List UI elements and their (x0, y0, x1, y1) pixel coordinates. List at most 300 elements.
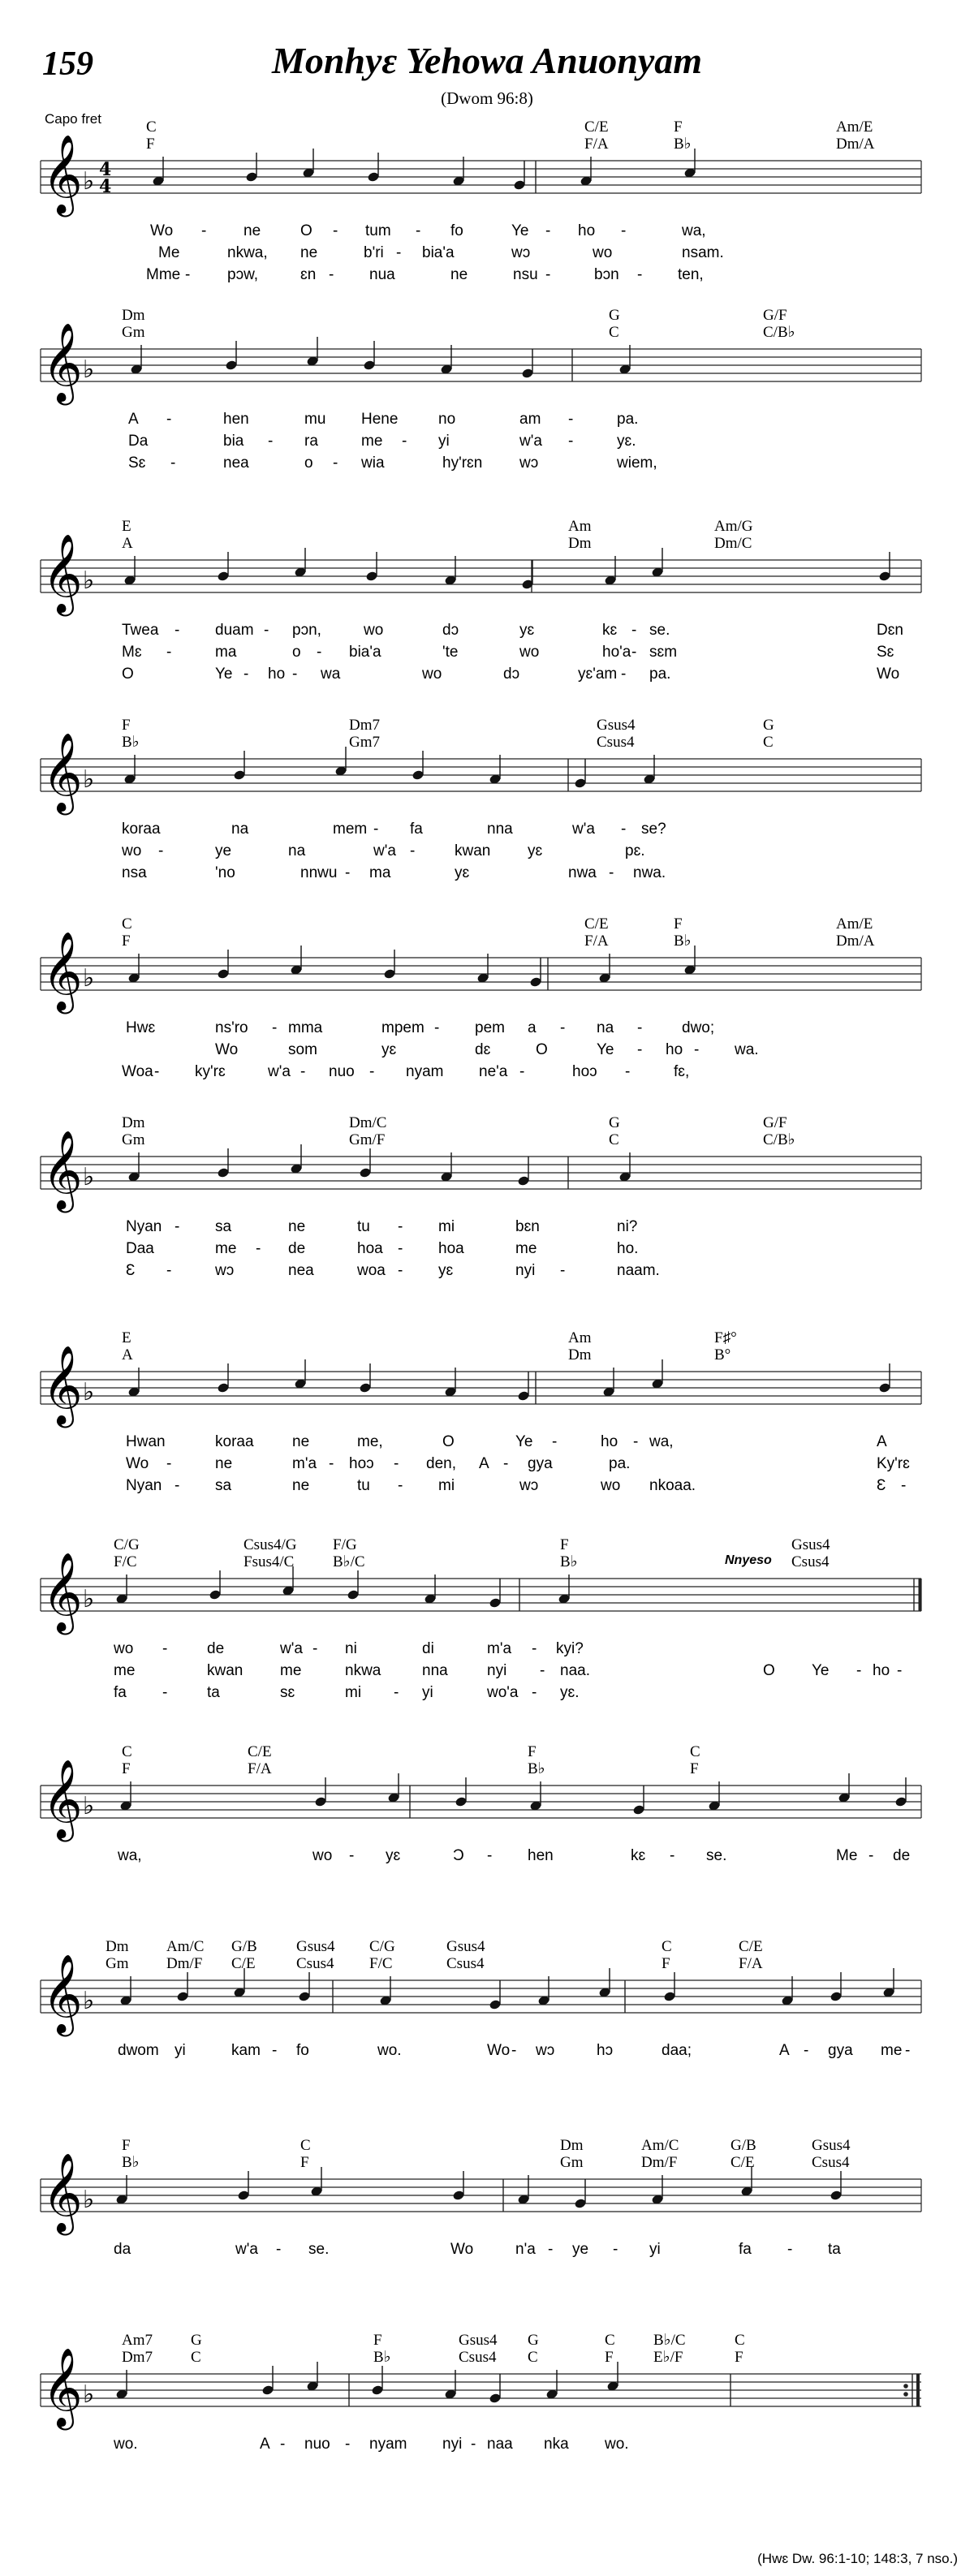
lyric-syllable: me (881, 2042, 903, 2059)
lyric-syllable: dwom (118, 2042, 159, 2059)
treble-clef-icon: 𝄞 (42, 1759, 83, 1838)
footer-reference: (Hwɛ Dw. 96:1-10; 148:3, 7 nso.) (757, 2551, 958, 2566)
chord-symbol: C (122, 915, 132, 933)
lyric-syllable: bia'a (422, 244, 455, 261)
lyric-syllable: koraa (122, 821, 161, 838)
lyric-syllable: yɛ. (617, 433, 636, 450)
chord-symbol-alt: B♭ (674, 136, 692, 153)
staff (41, 1552, 921, 1635)
lyric-syllable: kɛ (631, 1847, 646, 1864)
chord-symbol: F (674, 118, 683, 136)
syllable-hyphen: - (621, 222, 627, 239)
lyric-syllable: wa. (735, 1041, 759, 1058)
lyric-syllable: na (288, 842, 306, 859)
lyric-syllable: ɛn (300, 266, 317, 283)
staff (41, 1345, 921, 1428)
capo-label: Capo fret (45, 111, 101, 127)
syllable-hyphen: - (670, 1847, 675, 1864)
syllable-hyphen: - (175, 622, 180, 639)
syllable-hyphen: - (548, 2241, 554, 2258)
syllable-hyphen: - (272, 1019, 278, 1036)
lyric-syllable: ni (345, 1640, 357, 1657)
notes (123, 548, 891, 590)
syllable-hyphen: - (398, 1262, 403, 1279)
syllable-hyphen: - (560, 1019, 566, 1036)
chord-symbol-alt: B♭ (560, 1553, 578, 1570)
syllable-hyphen: - (511, 2042, 517, 2059)
lyric-syllable: yɛ (519, 622, 535, 639)
chord-symbol-alt: Fsus4/C (244, 1553, 295, 1570)
lyric-syllable: yɛ'am (578, 666, 618, 683)
lyric-syllable: pɔn, (292, 622, 321, 639)
chord-symbol-alt: F/C (114, 1553, 137, 1570)
lyric-syllable: mi (438, 1218, 455, 1235)
lyric-syllable: ne (244, 222, 261, 239)
syllable-hyphen: - (333, 222, 338, 239)
lyric-syllable: wɔ (519, 1477, 539, 1494)
chord-symbol: F (528, 1743, 537, 1760)
lyric-syllable: ho (873, 1662, 890, 1679)
syllable-hyphen: - (264, 622, 269, 639)
lyric-syllable: Hwan (126, 1433, 166, 1450)
chord-symbol: F (122, 717, 131, 734)
nnyeso-marking: Nnyeso (725, 1553, 772, 1567)
time-signature-top: 4 (99, 159, 112, 180)
syllable-hyphen: - (568, 411, 574, 428)
lyric-syllable: hɔ (597, 2042, 614, 2059)
treble-clef-icon: 𝄞 (42, 1954, 83, 2033)
chord-symbol-alt: Dm/F (641, 2154, 678, 2171)
syllable-hyphen: - (175, 1477, 180, 1494)
key-signature-flat-icon: ♭ (83, 2380, 95, 2409)
chord-symbol: Dm (122, 307, 145, 324)
lyric-syllable: ne (292, 1433, 310, 1450)
lyric-syllable: fo (450, 222, 463, 239)
lyric-syllable: Sɛ (877, 644, 894, 661)
syllable-hyphen: - (345, 864, 351, 881)
lyric-syllable: ho (268, 666, 286, 683)
syllable-hyphen: - (329, 1455, 334, 1472)
lyric-syllable: yɛ (381, 1041, 397, 1058)
lyric-syllable: ne (450, 266, 468, 283)
treble-clef-icon: 𝄞 (42, 732, 83, 812)
lyric-syllable: am (519, 411, 541, 428)
chord-symbol-alt: Gm (560, 2154, 584, 2171)
lyric-syllable: wɔ (519, 454, 539, 472)
chord-symbol: C (300, 2137, 311, 2154)
staff (41, 134, 921, 217)
lyric-syllable: hoa (438, 1240, 464, 1257)
syllable-hyphen: - (349, 1847, 355, 1864)
chord-symbol: F♯° (714, 1329, 737, 1346)
lyric-syllable: woa (357, 1262, 386, 1279)
syllable-hyphen: - (272, 2042, 278, 2059)
key-signature-flat-icon: ♭ (83, 964, 95, 993)
chord-symbol: G (609, 1114, 620, 1131)
lyric-syllable: ma (215, 644, 237, 661)
chord-symbol-alt: B° (714, 1346, 731, 1363)
lyric-syllable: wo (364, 622, 384, 639)
key-signature-flat-icon: ♭ (83, 1585, 95, 1613)
lyric-syllable: naam. (617, 1262, 660, 1279)
chord-symbol-alt: Dm/A (836, 136, 875, 153)
lyric-syllable: fa (410, 821, 423, 838)
lyric-syllable: bia (223, 433, 244, 450)
chord-symbol: Am (568, 518, 592, 535)
chord-symbol-alt: C/B♭ (763, 324, 795, 341)
syllable-hyphen: - (276, 2241, 282, 2258)
chord-symbol-alt: F (605, 2349, 614, 2366)
chord-symbol: B♭/C (653, 2332, 686, 2349)
chord-symbol-alt: B♭ (373, 2349, 391, 2366)
lyric-syllable: wia (361, 454, 385, 472)
lyric-syllable: tu (357, 1477, 370, 1494)
lyric-syllable: o (292, 644, 301, 661)
chord-symbol-alt: F (300, 2154, 309, 2171)
lyric-syllable: ne (300, 244, 318, 261)
lyric-syllable: da (114, 2241, 131, 2258)
chord-symbol: Gsus4 (459, 2332, 498, 2349)
system-1 (41, 118, 921, 283)
chord-symbol: Gsus4 (791, 1536, 830, 1553)
syllable-hyphen: - (568, 433, 574, 450)
chord-symbol: G (763, 717, 774, 734)
chord-symbol-alt: Dm7 (122, 2349, 153, 2366)
syllable-hyphen: - (613, 2241, 618, 2258)
key-signature-flat-icon: ♭ (83, 1987, 95, 2015)
lyric-syllable: bɛn (515, 1218, 540, 1235)
syllable-hyphen: - (329, 266, 334, 283)
syllable-hyphen: - (416, 222, 421, 239)
chord-symbol-alt: A (122, 535, 133, 552)
lyric-syllable: ma (369, 864, 391, 881)
hymn-subtitle: (Dwom 96:8) (441, 88, 533, 108)
lyric-syllable: kwan (455, 842, 491, 859)
lyric-syllable: yɛ (438, 1262, 454, 1279)
lyric-syllable: mi (345, 1684, 362, 1701)
syllable-hyphen: - (637, 1019, 643, 1036)
system-8 (41, 1536, 921, 1701)
lyric-syllable: tu (357, 1218, 370, 1235)
lyric-syllable: yɛ (455, 864, 470, 881)
chord-symbol: C/G (369, 1938, 395, 1955)
lyric-syllable: n'a (515, 2241, 536, 2258)
staff (41, 732, 921, 815)
key-signature-flat-icon: ♭ (83, 1163, 95, 1191)
key-signature-flat-icon: ♭ (83, 566, 95, 595)
system-5 (41, 915, 921, 1080)
lyric-syllable: wo (519, 644, 540, 661)
lyric-syllable: duam (215, 622, 254, 639)
lyric-syllable: m'a (487, 1640, 512, 1657)
syllable-hyphen: - (373, 821, 379, 838)
lyric-syllable: pem (475, 1019, 505, 1036)
notes (127, 1359, 891, 1402)
lyric-syllable: wɔ (215, 1262, 235, 1279)
syllable-hyphen: - (532, 1640, 537, 1657)
lyric-syllable: kɛ (602, 622, 618, 639)
syllable-hyphen: - (625, 1063, 631, 1080)
chord-symbol: F (674, 915, 683, 933)
lyric-syllable: Nyan (126, 1477, 162, 1494)
lyric-syllable: wiem, (617, 454, 657, 472)
chord-symbol-alt: C/E (231, 1955, 256, 1972)
chord-symbol: C (690, 1743, 700, 1760)
notes (115, 2167, 843, 2209)
lyric-syllable: wo (312, 1847, 333, 1864)
chord-symbol: F/G (333, 1536, 357, 1553)
syllable-hyphen: - (244, 666, 249, 683)
chord-symbol-alt: F/A (248, 1760, 272, 1777)
chord-symbol: C/E (248, 1743, 272, 1760)
chord-symbol-alt: Csus4 (812, 2154, 850, 2171)
chord-symbol-alt: F/C (369, 1955, 393, 1972)
syllable-hyphen: - (545, 266, 551, 283)
lyric-syllable: O (763, 1662, 775, 1679)
chord-symbol-alt: Dm (568, 1346, 592, 1363)
lyric-syllable: mpem (381, 1019, 425, 1036)
lyric-syllable: nyi (487, 1662, 507, 1679)
lyric-syllable: b'ri (364, 244, 384, 261)
repeat-dot (903, 2392, 908, 2397)
syllable-hyphen: - (487, 1847, 493, 1864)
lyric-syllable: me, (357, 1433, 383, 1450)
syllable-hyphen: - (540, 1662, 545, 1679)
lyric-syllable: w'a (280, 1640, 303, 1657)
treble-clef-icon: 𝄞 (42, 931, 83, 1010)
syllable-hyphen: - (503, 1455, 509, 1472)
lyric-syllable: yi (438, 433, 450, 450)
syllable-hyphen: - (398, 1240, 403, 1257)
lyric-syllable: me (361, 433, 383, 450)
lyric-syllable: gya (528, 1455, 553, 1472)
chord-symbol: Am/C (166, 1938, 205, 1955)
lyric-syllable: ye (215, 842, 232, 859)
lyric-syllable: ho. (617, 1240, 639, 1257)
key-signature-flat-icon: ♭ (83, 2186, 95, 2214)
syllable-hyphen: - (256, 1240, 261, 1257)
chord-symbol-alt: Dm/A (836, 933, 875, 950)
lyric-syllable: nua (369, 266, 395, 283)
lyric-syllable: 'no (215, 864, 235, 881)
lyric-syllable: wo (422, 666, 442, 683)
lyric-syllable: Woa (122, 1063, 153, 1080)
lyric-syllable: pa. (609, 1455, 631, 1472)
lyric-syllable: yɛ. (560, 1684, 580, 1701)
staff (41, 1759, 921, 1842)
music-systems (41, 118, 921, 2453)
chord-symbol-alt: Dm/F (166, 1955, 203, 1972)
chord-symbol: F (122, 2137, 131, 2154)
syllable-hyphen: - (402, 433, 407, 450)
lyric-syllable: mi (438, 1477, 455, 1494)
chord-symbol-alt: Csus4 (296, 1955, 334, 1972)
syllable-hyphen: - (631, 622, 637, 639)
chord-symbol-alt: Gm (122, 1131, 145, 1148)
chord-symbol: C (146, 118, 157, 136)
syllable-hyphen: - (471, 2436, 476, 2453)
time-signature-bottom: 4 (99, 176, 112, 197)
chord-symbol: C/E (739, 1938, 763, 1955)
lyric-syllable: wa, (682, 222, 706, 239)
chord-symbol-alt: C/B♭ (763, 1131, 795, 1148)
chord-symbol-alt: C/E (730, 2154, 755, 2171)
chord-symbol-alt: Csus4 (446, 1955, 485, 1972)
lyric-syllable: ky'rɛ (195, 1063, 226, 1080)
lyric-syllable: fa (739, 2241, 752, 2258)
lyric-syllable: Mɛ (122, 644, 142, 661)
lyric-syllable: kam (231, 2042, 261, 2059)
syllable-hyphen: - (621, 666, 627, 683)
syllable-hyphen: - (398, 1218, 403, 1235)
chord-symbol: Dm (122, 1114, 145, 1131)
syllable-hyphen: - (637, 1041, 643, 1058)
lyric-syllable: Me (158, 244, 180, 261)
lyric-syllable: Ky'rɛ (877, 1455, 910, 1472)
lyric-syllable: Ɛ (126, 1262, 136, 1279)
lyric-syllable: mem (333, 821, 368, 838)
lyric-syllable: wo (122, 842, 142, 859)
lyric-syllable: daa; (662, 2042, 692, 2059)
lyric-syllable: hy'rɛn (442, 454, 483, 472)
notes (130, 337, 631, 379)
lyric-syllable: O (300, 222, 312, 239)
chord-symbol-alt: F (122, 933, 131, 950)
system-9 (41, 1743, 921, 1864)
chord-symbol: G (528, 2332, 539, 2349)
lyric-syllable: ta (207, 1684, 220, 1701)
lyric-syllable: hoɔ (572, 1063, 597, 1080)
syllable-hyphen: - (394, 1684, 399, 1701)
lyric-syllable: hen (223, 411, 249, 428)
chord-symbol: Csus4/G (244, 1536, 297, 1553)
lyric-syllable: di (422, 1640, 434, 1657)
treble-clef-icon: 𝄞 (42, 2152, 83, 2232)
lyric-syllable: nkwa (345, 1662, 381, 1679)
lyric-syllable: Mme (146, 266, 181, 283)
syllable-hyphen: - (268, 433, 274, 450)
lyric-syllable: nea (288, 1262, 314, 1279)
lyric-syllable: a (528, 1019, 537, 1036)
lyric-syllable: ne (288, 1218, 306, 1235)
chord-symbol: C (662, 1938, 672, 1955)
lyric-syllable: dɔ (503, 666, 520, 683)
lyric-syllable: kwan (207, 1662, 244, 1679)
chord-symbol-alt: Gm7 (349, 734, 380, 751)
chord-symbol: Am/C (641, 2137, 679, 2154)
lyric-syllable: de (893, 1847, 911, 1864)
chord-symbol: Dm/C (349, 1114, 387, 1131)
lyric-syllable: mma (288, 1019, 323, 1036)
treble-clef-icon: 𝄞 (42, 2347, 83, 2427)
syllable-hyphen: - (410, 842, 416, 859)
syllable-hyphen: - (532, 1684, 537, 1701)
lyric-syllable: Sɛ (128, 454, 146, 472)
lyric-syllable: Hwɛ (126, 1019, 156, 1036)
lyric-syllable: nyi (442, 2436, 463, 2453)
system-2 (41, 307, 921, 472)
lyric-syllable: de (288, 1240, 306, 1257)
lyric-syllable: nuo (329, 1063, 355, 1080)
notes (115, 2362, 619, 2404)
syllable-hyphen: - (621, 821, 627, 838)
lyric-syllable: pɛ. (625, 842, 645, 859)
syllable-hyphen: - (162, 1684, 168, 1701)
lyric-syllable: ne (292, 1477, 310, 1494)
lyric-syllable: nsa (122, 864, 147, 881)
chord-symbol: G/F (763, 307, 787, 324)
chord-symbol-alt: F/A (584, 933, 609, 950)
hymn-title: Monhyɛ Yehowa Anuonyam (271, 40, 703, 81)
lyric-syllable: fɛ, (674, 1063, 690, 1080)
syllable-hyphen: - (694, 1041, 700, 1058)
lyric-syllable: nka (544, 2436, 569, 2453)
notes (127, 1144, 631, 1187)
syllable-hyphen: - (345, 2436, 351, 2453)
lyric-syllable: na (597, 1019, 614, 1036)
lyric-syllable: dɔ (442, 622, 459, 639)
lyric-syllable: O (536, 1041, 548, 1058)
lyric-syllable: ten, (678, 266, 704, 283)
treble-clef-icon: 𝄞 (42, 1345, 83, 1424)
syllable-hyphen: - (609, 864, 614, 881)
chord-symbol: G (191, 2332, 202, 2349)
notes (119, 1773, 907, 1816)
chord-symbol-alt: C (763, 734, 774, 751)
lyric-syllable: wo. (114, 2436, 138, 2453)
system-12 (41, 2332, 921, 2453)
lyric-syllable: Nyan (126, 1218, 162, 1235)
lyric-syllable: se? (641, 821, 666, 838)
lyric-syllable: bia'a (349, 644, 381, 661)
lyric-syllable: se. (706, 1847, 727, 1864)
key-signature-flat-icon: ♭ (83, 355, 95, 384)
lyric-syllable: A (877, 1433, 887, 1450)
lyric-syllable: nkwa, (227, 244, 268, 261)
syllable-hyphen: - (633, 1433, 639, 1450)
repeat-dot (903, 2384, 908, 2389)
lyric-syllable: tum (365, 222, 391, 239)
lyric-syllable: Hene (361, 411, 399, 428)
lyric-syllable: Wo (215, 1041, 239, 1058)
chord-symbol-alt: A (122, 1346, 133, 1363)
lyric-syllable: kyi? (556, 1640, 584, 1657)
chord-symbol: F (373, 2332, 382, 2349)
chord-symbol-alt: E♭/F (653, 2349, 683, 2366)
syllable-hyphen: - (312, 1640, 318, 1657)
chord-symbol-alt: C (191, 2349, 201, 2366)
lyric-syllable: pa. (649, 666, 671, 683)
chord-symbol: Gsus4 (597, 717, 636, 734)
lyric-syllable: ho (578, 222, 596, 239)
system-3 (41, 518, 921, 683)
key-signature-flat-icon: ♭ (83, 765, 95, 794)
chord-symbol-alt: Dm (568, 535, 592, 552)
treble-clef-icon: 𝄞 (42, 1130, 83, 1209)
chord-symbol-alt: F/A (584, 136, 609, 153)
syllable-hyphen: - (170, 454, 176, 472)
lyric-syllable: wa, (649, 1433, 674, 1450)
lyric-syllable: nkoaa. (649, 1477, 696, 1494)
lyric-syllable: wa (321, 666, 341, 683)
lyric-syllable: ra (304, 433, 318, 450)
lyric-syllable: ns'ro (215, 1019, 248, 1036)
lyric-syllable: de (207, 1640, 225, 1657)
lyric-syllable: hen (528, 1847, 554, 1864)
lyric-syllable: A (479, 1455, 489, 1472)
lyric-syllable: gya (828, 2042, 853, 2059)
lyric-syllable: w'a (268, 1063, 291, 1080)
